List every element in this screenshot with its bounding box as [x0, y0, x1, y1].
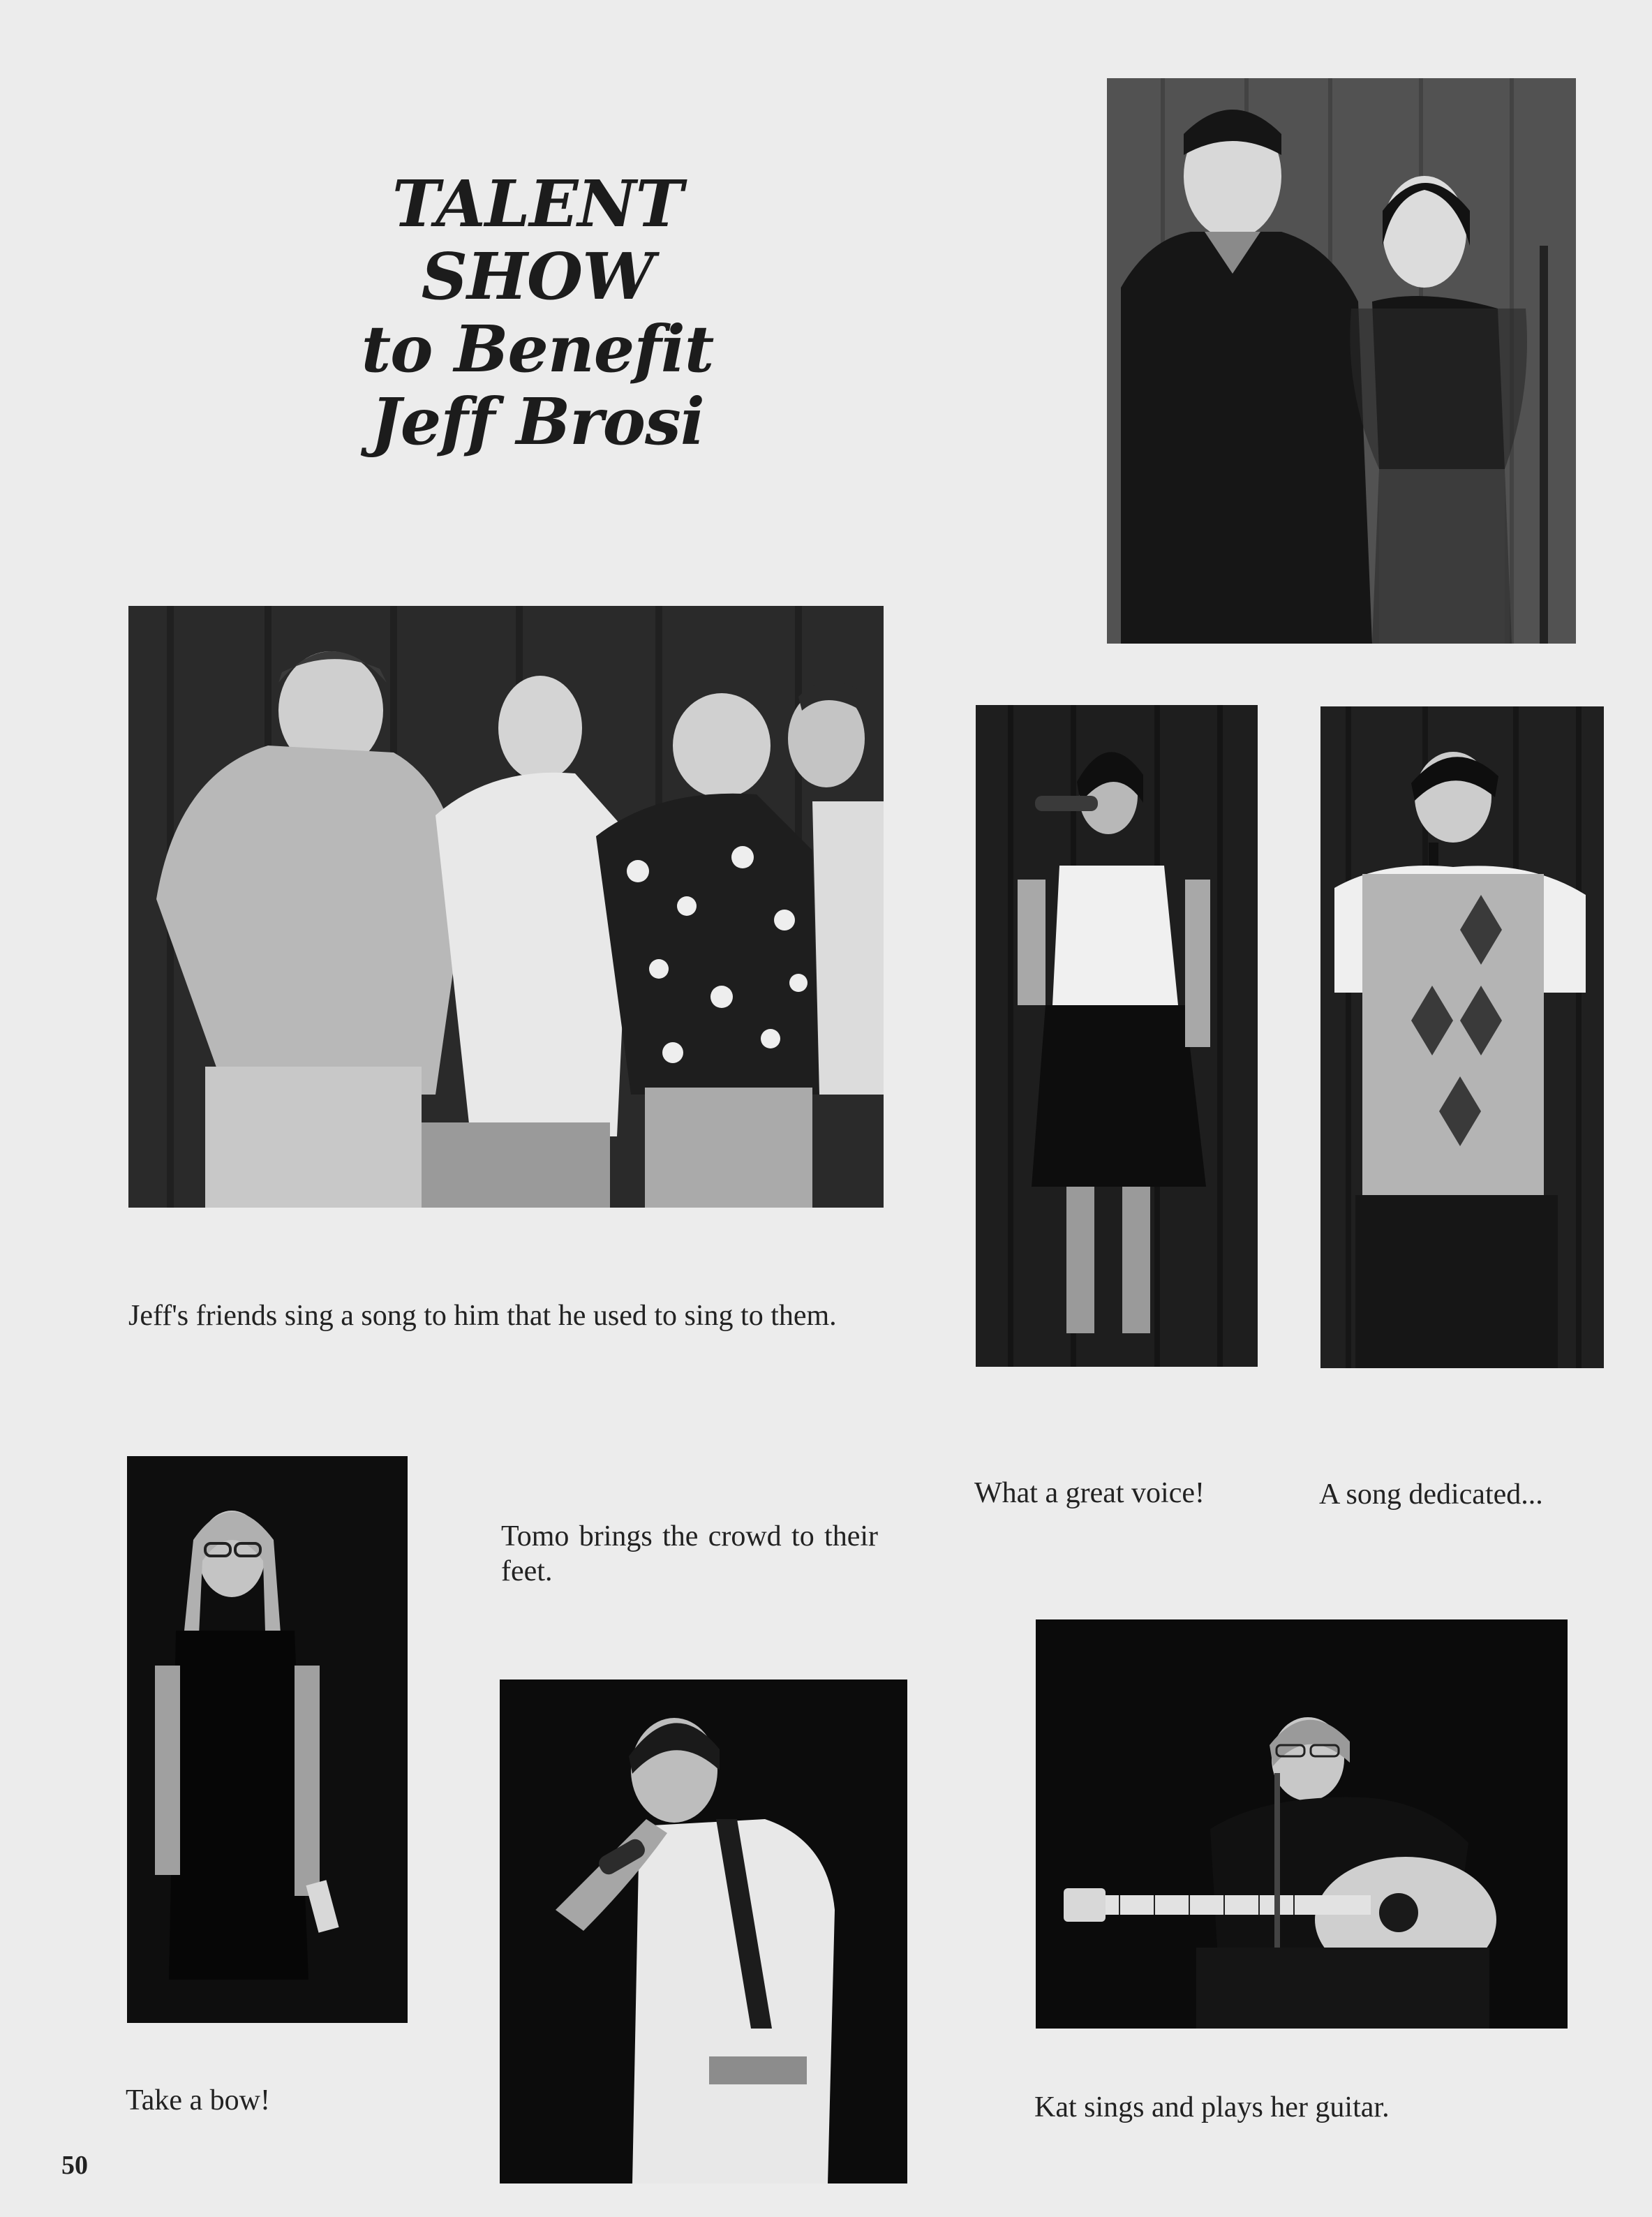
caption-tomo: Tomo brings the crowd to their feet. [501, 1520, 878, 1587]
photo-tomo [500, 1680, 907, 2183]
title-line-2: SHOW [421, 239, 654, 314]
title-line-4: Jeff Brosi [371, 384, 704, 459]
title-line-1: TALENT [392, 166, 683, 242]
photo-girl-singer-image [976, 705, 1258, 1367]
photo-boy-singer [1320, 706, 1604, 1368]
photo-girl-glasses-image [127, 1456, 408, 2023]
photo-boy-singer-image [1320, 706, 1604, 1368]
caption-dedicated: A song dedicated... [1319, 1478, 1543, 1511]
photo-friends [128, 606, 884, 1208]
photo-girl-singer [976, 705, 1258, 1367]
page-title [328, 168, 747, 458]
caption-great-voice: What a great voice! [974, 1477, 1205, 1509]
photo-friends-image [128, 606, 884, 1208]
photo-kat-image [1036, 1619, 1568, 2029]
photo-couple-image [1107, 78, 1576, 644]
photo-girl-glasses [127, 1456, 408, 2023]
photo-couple [1107, 78, 1576, 644]
photo-kat [1036, 1619, 1568, 2029]
caption-friends: Jeff's friends sing a song to him that he used to sing to them. [128, 1300, 837, 1332]
title-line-3: to Benefit [361, 311, 714, 387]
caption-bow: Take a bow! [126, 2084, 270, 2116]
photo-tomo-image [500, 1680, 907, 2183]
page-number: 50 [61, 2151, 88, 2180]
caption-kat: Kat sings and plays her guitar. [1034, 2091, 1390, 2123]
